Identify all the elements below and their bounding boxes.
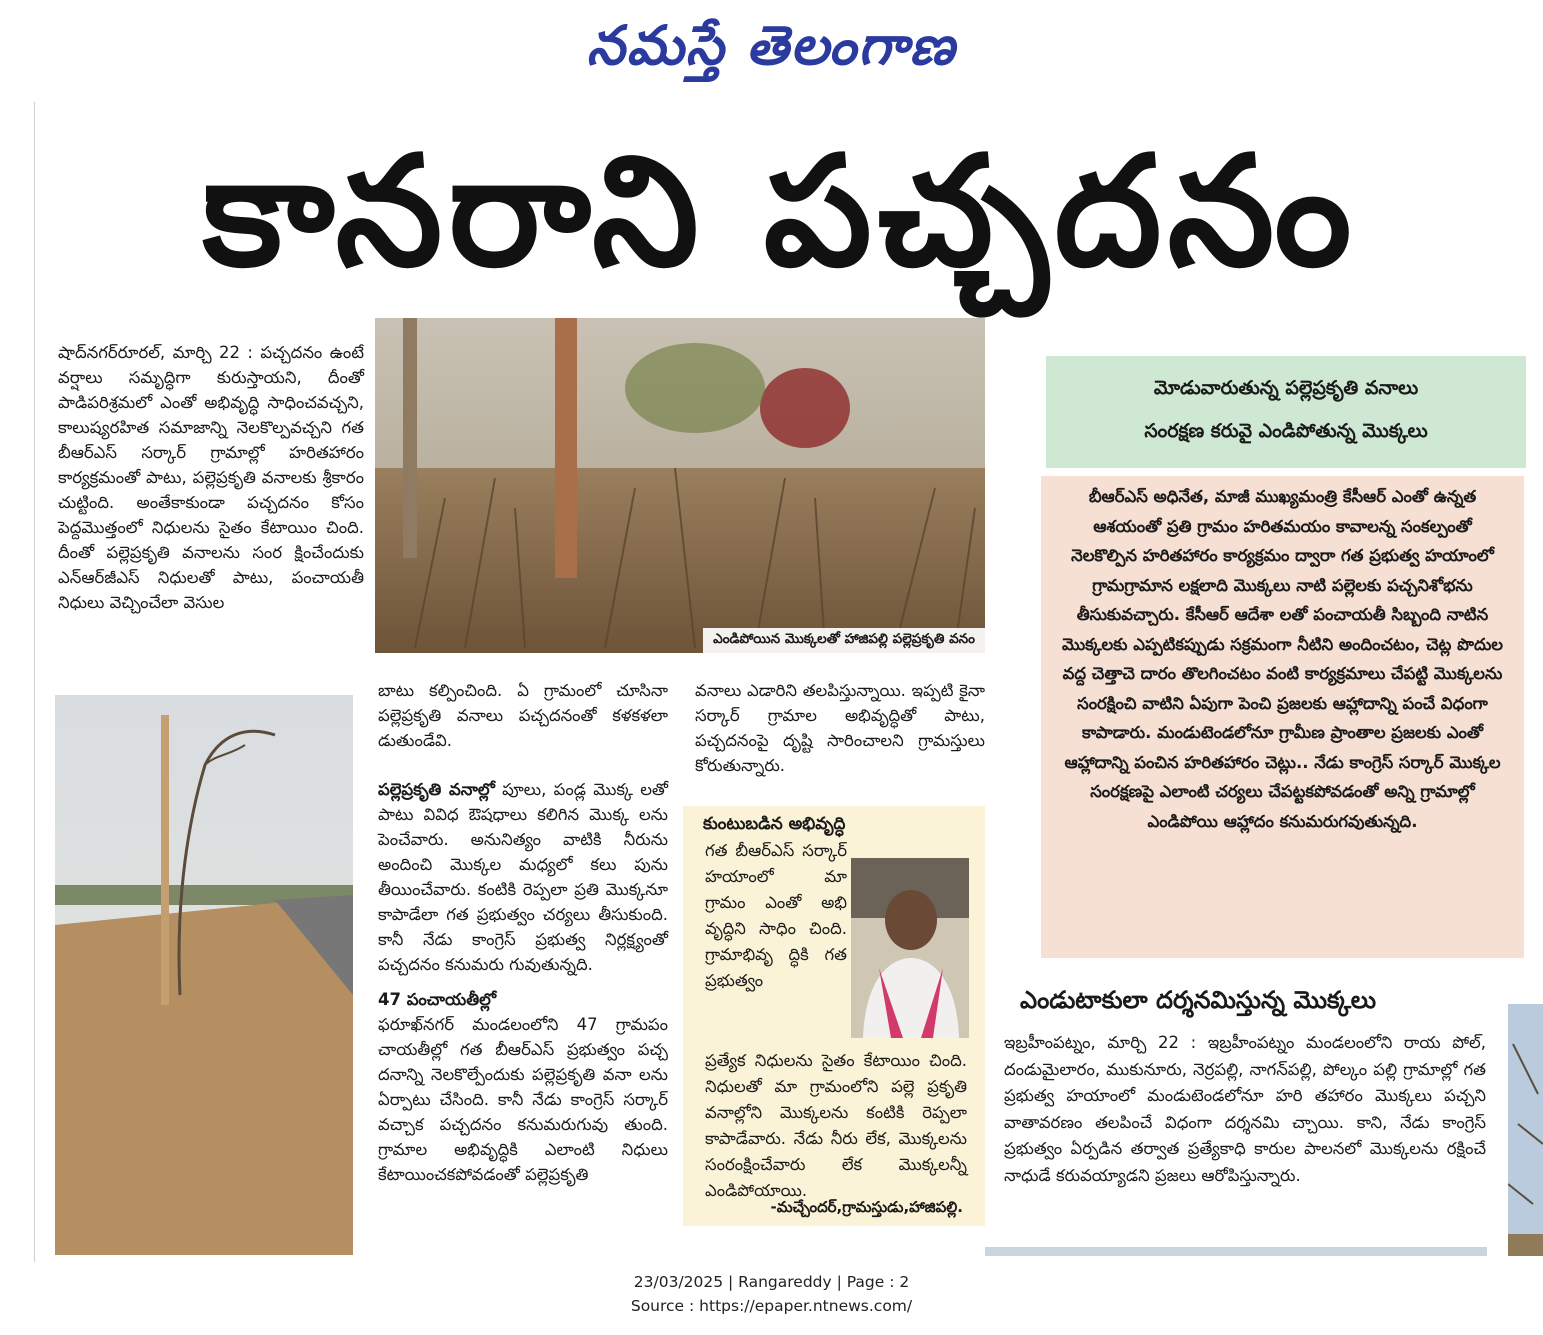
photo-bottom-sliver [985,1244,1487,1256]
page-footer [0,1270,1543,1318]
col2-sub1-text: పూలు, పండ్ల మొక్క లతో పాటు వివిధ ఔషధాలు కలిగిన మొక్క లను పెంచేవారు. అనునిత్యం వాటికి నీరును అందించి మొక్కల మధ్యలో కలు పును తీయించేవారు. కంటికి రెప్పలా ప్రతి మొక్కనూ కాపాడేలా గత ప్రభుత్వం చర్యలు తీసుకుంది. కానీ నేడు కాంగ్రెస్‌ ప్రభుత్వ నిర్లక్ష్యంతో పచ్చదనం కనుమరు గువుతున్నది. [378,780,668,974]
article-col-3 [695,678,985,788]
person-portrait [851,858,969,1038]
right-sliver-image [1508,1004,1543,1256]
masthead-logo: నమస్తే తెలంగాణ [586,13,957,77]
footer-source: Source : https://epaper.ntnews.com/ [630,1297,913,1315]
col2-sub1 [378,777,668,977]
sidebar-title: కుంటుబడిన అభివృద్ధి [703,814,846,834]
highlight-text: బీఆర్‌ఎస్‌ అధినేత, మాజీ ముఖ్యమంత్రి కేసీఆర్‌ ఎంతో ఉన్నత ఆశయంతో ప్రతి గ్రామం హరితమయం కావాలన్న సంకల్పంతో నెలకొల్పిన హరితహారం కార్యక్రమం ద్వారా గత ప్రభుత్వ హయాంలో గ్రామగ్రామాన లక్షలాది మొక్కలు నాటి పల్లెలకు పచ్చనిశోభను తీసుకువచ్చారు. కేసీఆర్‌ ఆదేశా లతో పంచాయతీ సిబ్బంది నాటిన మొక్కలకు ఎప్పటికప్పుడు సక్రమంగా నీటిని అందించటం, చెట్ల పొదుల వద్ద చెత్తాచె దారం తొలగించటం వంటి కార్యక్రమాలు చేపట్టి మొక్కలను సంరక్షించి వాటిని ఏపుగా పెంచి ప్రజలకు ఆహ్లాదాన్ని పంచే విధంగా కాపాడారు. మండుటెండలోనూ గ్రామీణ ప్రాంతాల ప్రజలకు ఎంతో ఆహ్లాదాన్ని పంచిన హరితహారం చెట్లు.. నేడు కాంగ్రెస్‌ సర్కార్‌ మొక్కల సంరక్షణపై ఎలాంటి చర్యలు చేపట్టకపోవడంతో అన్ని గ్రామాల్లో ఎండిపోయి ఆహ్లాదం కనుమరుగవుతున్నది. [1061,487,1504,831]
article-col-2 [378,678,668,1258]
summary-line-1: మోడువారుతున్న పల్లెప్రకృతి వనాలు [1153,377,1419,399]
col2-text: బాటు కల్పించింది. ఏ గ్రామంలో చూసినా పల్లెప్రకృతి వనాలు పచ్చదనంతో కళకళలా డుతుండేవి. [378,681,668,750]
photo1-caption: ఎండిపోయిన మొక్కలతో హాజిపల్లి పల్లెప్రకృతి వనం [703,628,985,653]
sidebar-interview [683,806,985,1226]
photo-right-sliver [1508,1004,1543,1256]
highlight-box [1041,476,1524,958]
footer-date-edition: 23/03/2025 | Rangareddy | Page : 2 [633,1273,910,1291]
roadside-sapling-image [55,695,353,1255]
photo-roadside-sapling [55,695,353,1255]
dry-forest-image [375,318,985,653]
article-col-1 [58,340,364,670]
photo-dry-forest [375,318,985,653]
second-story-text: ఇబ్రహీంపట్నం, మార్చి 22 : ఇబ్రహీంపట్నం మండలంలోని రాయ పోల్‌, దండుమైలారం, ముకునూరు, నెర్రపల్లి, నాగన్‌పల్లి, పోల్కం పల్లి గ్రామాల్లో గత ప్రభుత్వ హయాంలో మండుటెండలోనూ హరి తహారం మొక్కలు పచ్చని వాతావరణం తలపించే విధంగా దర్శనమి చ్చాయి. కాని, నేడు కాంగ్రెస్‌ ప్రభుత్వం ఏర్పడిన తర్వాత ప్రత్యేకాధి కారుల పాలనలో మొక్కలను రక్షించే నాధుడే కరువయ్యాడని ప్రజలు ఆరోపిస్తున్నారు. [1004,1033,1486,1185]
main-headline: కానరాని పచ్చదనం [202,123,1358,300]
col3-text: వనాలు ఎడారిని తలపిస్తున్నాయి. ఇప్పటి కైనా సర్కార్‌ గ్రామాల అభివృద్ధితో పాటు, పచ్చదనంపై దృష్టి సారించాలని గ్రామస్తులు కోరుతున్నారు. [695,681,985,775]
sidebar-quote: -మచ్చేందర్‌,గ్రామస్తుడు,హాజిపల్లి. [770,1198,963,1216]
column-rule [34,102,35,1262]
col2-sub1-lead: పల్లెప్రకృతి వనాల్లో [378,780,495,799]
interviewee-photo [851,858,969,1038]
col2-sub2-title: 47 పంచాయతీల్లో [378,990,497,1009]
bottom-sliver-image [985,1247,1487,1256]
col1-text: షాద్‌నగర్‌రూరల్‌, మార్చి 22 : పచ్చదనం ఉంటే వర్షాలు సమృద్ధిగా కురుస్తాయని, దీంతో పాడిపరిశ్రమలో ఎంతో అభివృద్ధి సాధించవచ్చని, కాలుష్యరహిత సమాజాన్ని నెలకొల్పవచ్చని గత బీఆర్‌ఎస్‌ సర్కార్‌ గ్రామాల్లో హరితహారం కార్యక్రమంతో పాటు, పల్లెప్రకృతి వనాలకు శ్రీకారం చుట్టింది. అంతేకాకుండా పచ్చదనం కోసం పెద్దమొత్తంలో నిధులను సైతం కేటాయిం చింది. దీంతో పల్లెప్రకృతి వనాలను సంర క్షించేందుకు ఎన్‌ఆర్‌జీఎస్‌ నిధులతో పాటు, పంచాయతీ నిధులు వెచ్చించేలా వెసుల [58,343,364,612]
sidebar-text-narrow: గత బీఆర్‌ఎస్‌ సర్కార్‌ హయాంలో మా గ్రామం ఎంతో అభి వృద్ధిని సాధిం చింది. గ్రామాభివృ ద్ధికి గత ప్రభుత్వం [705,841,847,990]
col2-sub2-text: ఫరూఖ్‌నగర్‌ మండలంలోని 47 గ్రామపం చాయతీల్లో గత బీఆర్‌ఎస్‌ ప్రభుత్వం పచ్చ దనాన్ని నెలకొల్పేందుకు పల్లెప్రకృతి వనా లను ఏర్పాటు చేసింది. కానీ నేడు కాంగ్రెస్‌ సర్కార్‌ వచ్చాక పచ్చదనం కనుమరుగువు తుంది. గ్రామాల అభివృద్ధికి ఎలాంటి నిధులు కేటాయించకపోవడంతో పల్లెప్రకృతి [378,1015,668,1184]
summary-line-2: సంరక్షణ కరువై ఎండిపోతున్న మొక్కలు [1144,420,1428,442]
summary-box [1046,356,1526,468]
second-story-headline: ఎండుటాకులా దర్శనమిస్తున్న మొక్కలు [1020,986,1377,1014]
sidebar-text-wide: ప్రత్యేక నిధులను సైతం కేటాయిం చింది. నిధులతో మా గ్రామంలోని పల్లె ప్రకృతి వనాల్లోని మొక్కలను కంటికి రెప్పలా కాపాడేవారు. నేడు నీరు లేక, మొక్కలను సంరంక్షించేవారు లేక మొక్కలన్నీ ఎండిపోయాయి. [705,1051,967,1200]
